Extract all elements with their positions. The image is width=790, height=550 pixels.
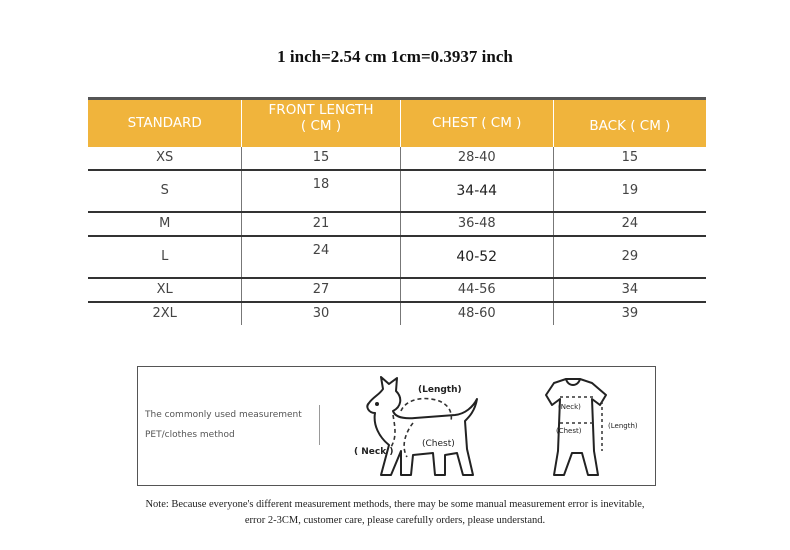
dog-length-label: (Length) (418, 385, 462, 395)
cell-chest: 48-60 (400, 302, 553, 325)
cell-chest: 34-44 (400, 170, 553, 212)
cell-front-length: 18 (242, 170, 400, 212)
clothes-chest-label: (Chest) (556, 427, 582, 435)
cell-back: 15 (553, 147, 706, 170)
clothes-length-label: (Length) (608, 422, 638, 430)
page-title: 1 inch=2.54 cm 1cm=0.3937 inch (277, 47, 513, 66)
note-line2: error 2-3CM, customer care, please carefully orders, please understand. (244, 515, 546, 526)
header-front-length-label: FRONT LENGTH (268, 102, 374, 118)
clothes-neck-label: (Neck) (558, 403, 581, 411)
cell-size: L (88, 236, 242, 278)
note-line1: Note: Because everyone's different measurement methods, there may be some manual measurement error is inevitable, (145, 499, 645, 510)
cell-chest: 44-56 (400, 278, 553, 302)
header-front-length-unit: ( CM ) (300, 118, 342, 134)
table-row (88, 278, 706, 302)
dog-chest-label: (Chest) (422, 439, 455, 449)
cell-chest: 36-48 (400, 212, 553, 236)
cell-front-length: 21 (242, 212, 400, 236)
cell-back: 39 (553, 302, 706, 325)
header-back: BACK ( CM ) (553, 99, 706, 147)
table-row (88, 212, 706, 236)
cell-size: M (88, 212, 242, 236)
cell-front-length: 15 (242, 147, 400, 170)
diagram-divider (319, 405, 320, 445)
table-row (88, 170, 706, 212)
method-text-line1: The commonly used measurement (145, 410, 302, 420)
measurement-diagram (137, 366, 656, 486)
cell-front-length: 30 (242, 302, 400, 325)
measurement-note (0, 497, 790, 529)
table-row (88, 147, 706, 170)
cell-size: 2XL (152, 306, 177, 321)
table-row (88, 236, 706, 278)
table-row (88, 302, 706, 325)
cell-front-length: 24 (242, 236, 400, 278)
cell-size: XS (88, 147, 242, 170)
table-header-row (88, 99, 706, 147)
cell-back: 24 (553, 212, 706, 236)
method-text-line2: PET/clothes method (145, 430, 235, 440)
cell-chest: 28-40 (400, 147, 553, 170)
cell-chest: 40-52 (400, 236, 553, 278)
header-standard: STANDARD (88, 99, 242, 147)
header-front-length (242, 99, 400, 147)
cell-back: 29 (553, 236, 706, 278)
cell-front-length: 27 (242, 278, 400, 302)
dog-neck-label: ( Neck ) (354, 447, 394, 457)
cell-back: 34 (553, 278, 706, 302)
cell-size: XL (88, 278, 242, 302)
size-chart-table (88, 97, 706, 325)
cell-back: 19 (553, 170, 706, 212)
cell-size: S (88, 170, 242, 212)
header-chest: CHEST ( CM ) (400, 99, 553, 147)
